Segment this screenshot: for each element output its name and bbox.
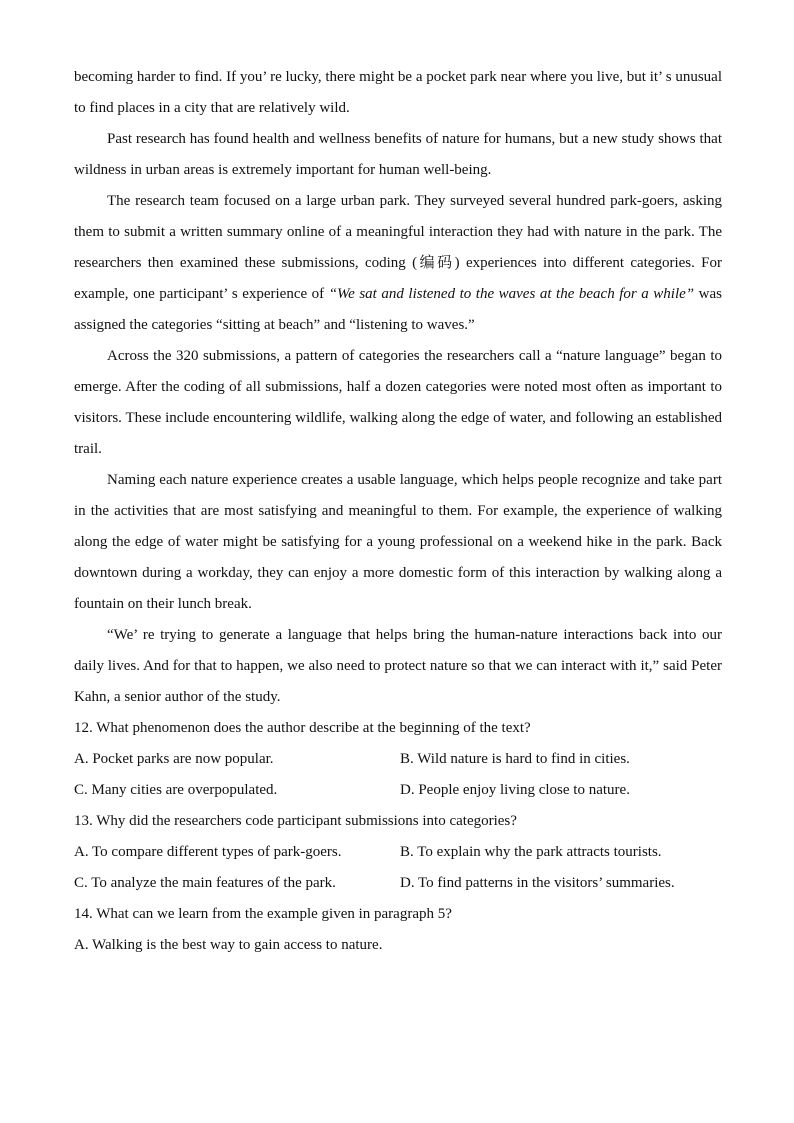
question-options-row (74, 744, 722, 775)
option-b: B. To explain why the park attracts tourists. (400, 844, 662, 860)
passage-paragraph: Naming each nature experience creates a usable language, which helps people recognize and take part in the activities that are most satisfying and meaningful to them. For example, the experience of walking along the edge of water might be satisfying for a young professional on a weekend hike in the park. Back downtown during a workday, they can enjoy a more domestic form of this interaction by walking along a fountain on their lunch break. (74, 472, 722, 612)
option-a: A. Pocket parks are now popular. (74, 751, 274, 767)
option-c: C. Many cities are overpopulated. (74, 782, 278, 798)
question-stem: 12. What phenomenon does the author describe at the beginning of the text? (74, 720, 531, 736)
questions-section (74, 713, 722, 961)
option-c: C. To analyze the main features of the park. (74, 875, 336, 891)
option-d: D. To find patterns in the visitors’ summaries. (400, 875, 675, 891)
option-b: B. Wild nature is hard to find in cities. (400, 751, 630, 767)
question-options-row (74, 868, 722, 899)
passage-paragraph: Past research has found health and wellness benefits of nature for humans, but a new study shows that wildness in urban areas is extremely important for human well-being. (74, 131, 722, 178)
option-a: A. Walking is the best way to gain access to nature. (74, 937, 383, 953)
question-12 (74, 713, 722, 806)
passage-paragraph (74, 186, 722, 341)
paragraph-text-segment: was assigned the categories “sitting at beach” and “listening to waves.” (74, 286, 722, 333)
passage-paragraph: Across the 320 submissions, a pattern of categories the researchers call a “nature language” began to emerge. After the coding of all submissions, half a dozen categories were noted most often as important to visitors. These include encountering wildlife, walking along the edge of water, and following an established trail. (74, 348, 722, 457)
passage-paragraph: “We’ re trying to generate a language that helps bring the human-nature interactions back into our daily lives. And for that to happen, we also need to protect nature so that we can interact with it,” said Peter Kahn, a senior author of the study. (74, 627, 722, 705)
reading-passage (74, 62, 722, 713)
question-stem: 14. What can we learn from the example given in paragraph 5? (74, 906, 452, 922)
paragraph-text-segment: The research team focused on a large urban park. They surveyed several hundred park-goers, asking them to submit a written summary online of a meaningful interaction they had with nature in the park. The researchers then examined these submissions, coding (编码) experiences into different categories. For example, one participant’ s experience of (74, 193, 722, 302)
option-d: D. People enjoy living close to nature. (400, 782, 630, 798)
question-stem: 13. Why did the researchers code participant submissions into categories? (74, 813, 517, 829)
quoted-italic-segment: “We sat and listened to the waves at the beach for a while” (328, 286, 695, 302)
question-13 (74, 806, 722, 899)
option-a: A. To compare different types of park-goers. (74, 844, 342, 860)
question-options-row (74, 775, 722, 806)
passage-paragraph-continuation: becoming harder to find. If you’ re lucky, there might be a pocket park near where you live, but it’ s unusual to find places in a city that are relatively wild. (74, 69, 722, 116)
question-options-row (74, 837, 722, 868)
question-14 (74, 899, 722, 961)
